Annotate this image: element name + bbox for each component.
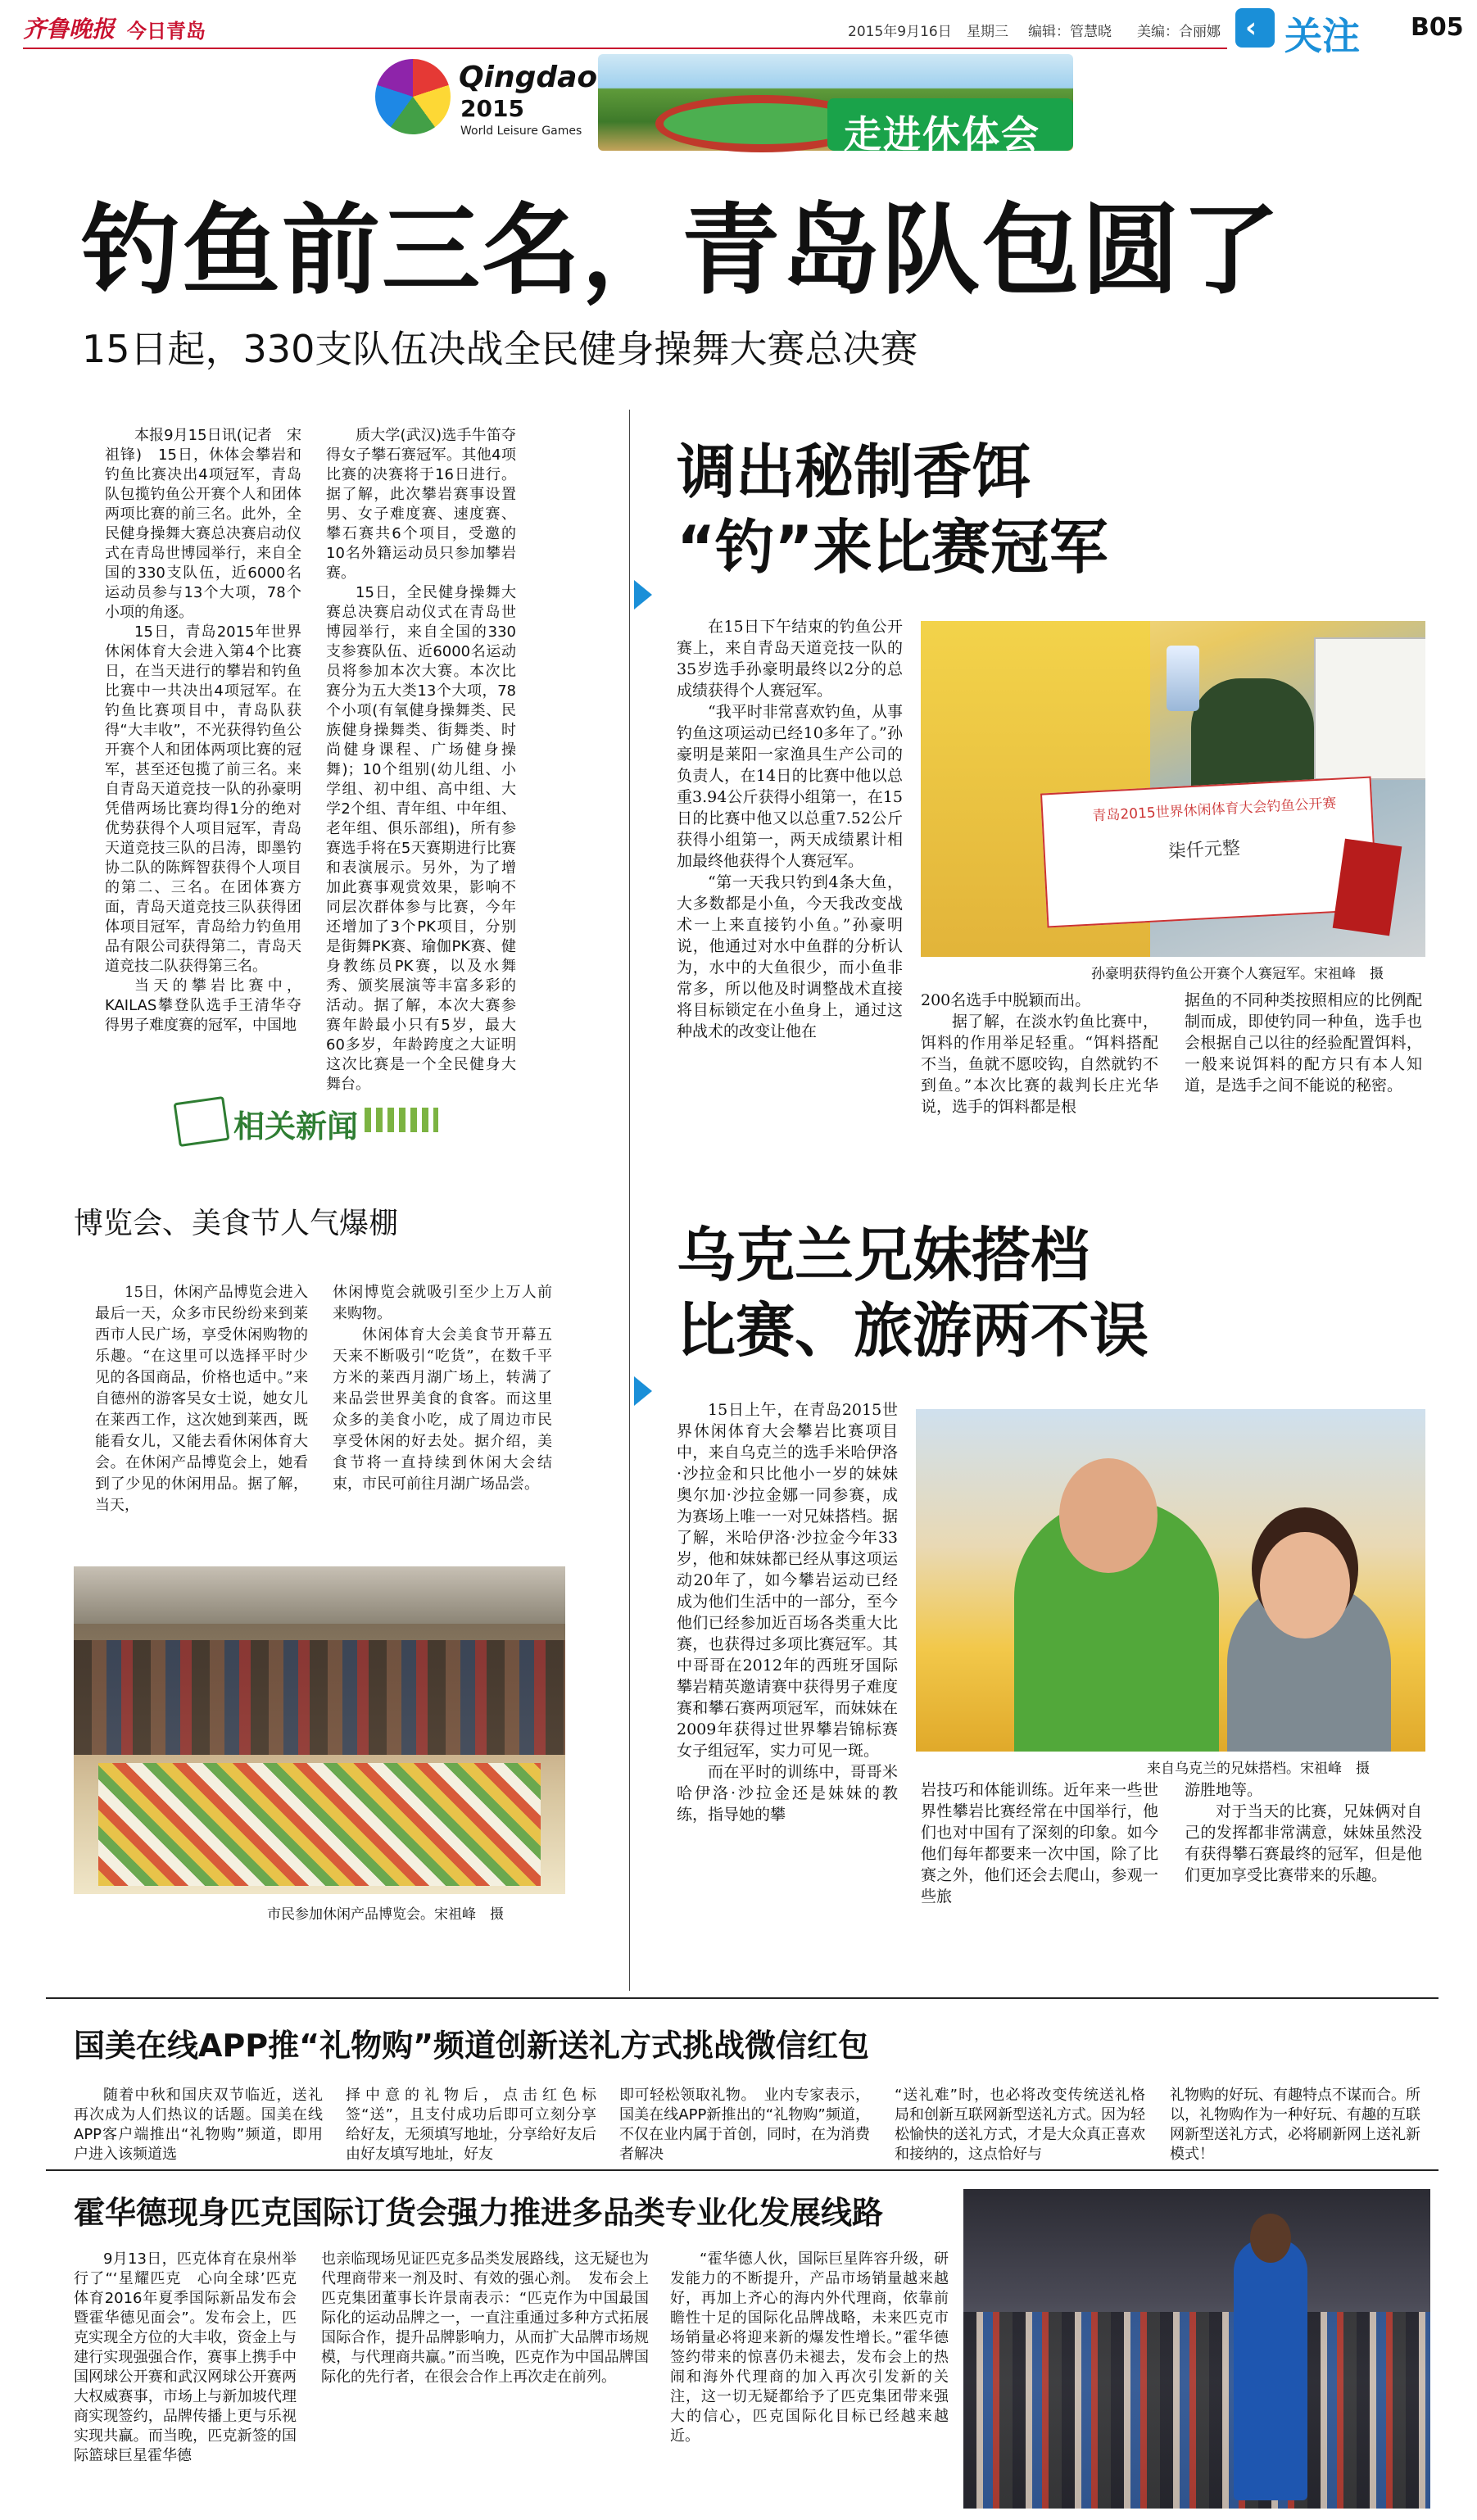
games-banner bbox=[369, 49, 1090, 156]
related-paragraph: 15日，休闲产品博览会进入最后一天，众多市民纷纷来到莱西市人民广场，享受休闲购物的乐趣。“在这里可以选择平时少见的各国商品，价格也适中。”来自德州的游客吴女士说，她女儿在莱西工作，这次她到莱西，既能看女儿，又能去看休闲体育大会。在休闲产品博览会上，她看到了少见的休闲用品。据了解，当天， bbox=[95, 1284, 308, 1514]
story2-col-right bbox=[1185, 990, 1422, 1096]
certificate bbox=[1333, 839, 1402, 936]
related-paragraph: 休闲博览会就吸引至少上万人前来购物。 bbox=[333, 1284, 552, 1322]
ad1-paragraph: 随着中秋和国庆双节临近，送礼再次成为人们热议的话题。国美在线APP客户端推出“礼物购”频道，即用户进入该频道选 bbox=[74, 2087, 323, 2163]
story3-paragraph: 对于当天的比赛，兄妹俩对自己的发挥都非常满意，妹妹虽然没有获得攀石赛最终的冠军，但是他们更加享受比赛带来的乐趣。 bbox=[1185, 1802, 1422, 1884]
angler-photo-caption: 孙豪明获得钓鱼公开赛个人赛冠军。宋祖峰 摄 bbox=[1091, 966, 1384, 982]
story2-paragraph: 200名选手中脱颖而出。 bbox=[921, 991, 1091, 1009]
notebook-icon bbox=[174, 1096, 230, 1147]
story3-paragraph: 游胜地等。 bbox=[1185, 1781, 1263, 1799]
arrow-marker-icon bbox=[634, 1376, 652, 1406]
ad1-col-3 bbox=[619, 2086, 870, 2164]
ad1-col-4 bbox=[895, 2086, 1145, 2164]
column-badge bbox=[1235, 8, 1275, 48]
arrow-marker-icon bbox=[634, 580, 652, 610]
story3-paragraph: 而在平时的训练中，哥哥米哈伊洛·沙拉金还是妹妹的教练，指导她的攀 bbox=[677, 1763, 898, 1824]
siblings-photo bbox=[916, 1409, 1425, 1752]
trophy-icon bbox=[1167, 646, 1199, 711]
event-photo bbox=[963, 2189, 1430, 2509]
issue-date: 2015年9月16日 bbox=[848, 24, 952, 40]
ad1-col-1 bbox=[74, 2086, 323, 2164]
lead-paragraph: 本报9月15日讯(记者 宋祖锋) 15日，休体会攀岩和钓鱼比赛决出4项冠军，青岛队包揽钓鱼公开赛个人和团体两项比赛的前三名。此外，全民健身操舞大赛总决赛启动仪式在青岛世博园举行，来自全国的330支队伍，近6000名运动员参与13个大项，78个小项的角逐。 bbox=[105, 427, 301, 621]
story2-headline-line1: 调出秘制香饵 bbox=[677, 437, 1031, 506]
ad1-col-2 bbox=[346, 2086, 596, 2164]
editor-credit: 编辑：管慧晓 bbox=[1028, 24, 1112, 40]
page-number: B05 bbox=[1411, 13, 1464, 42]
lead-col-1 bbox=[105, 426, 301, 1036]
expo-photo bbox=[74, 1566, 565, 1894]
story3-paragraph: 15日上午，在青岛2015世界休闲体育大会攀岩比赛项目中，来自乌克兰的选手米哈伊洛·沙拉金和只比他小一岁的妹妹奥尔加·沙拉金娜一同参赛，成为赛场上唯一一对兄妹搭档。据了解，米哈伊洛·沙拉金今年33岁，他和妹妹都已经从事这项运动20年了，如今攀岩运动已经成为他们生活中的一部分，至今他们已经参加近百场各类重大比赛，也获得过多项比赛冠军。其中哥哥在2012年的西班牙国际攀岩精英邀请赛中获得男子难度赛和攀石赛两项冠军，而妹妹在2009年获得过世界攀岩锦标赛女子组冠军，实力可见一斑。 bbox=[677, 1401, 898, 1760]
story2-col-mid bbox=[921, 990, 1158, 1117]
ad1-paragraph: 即可轻松领取礼物。 业内专家表示，国美在线APP新推出的“礼物购”频道，不仅在业内属于首创，同时，在为消费者解决 bbox=[619, 2087, 870, 2163]
ad2-col-3 bbox=[670, 2250, 949, 2446]
story2-headline-line2: “钓”来比赛冠军 bbox=[677, 513, 1108, 582]
expo-photo-caption: 市民参加休闲产品博览会。宋祖峰 摄 bbox=[267, 1906, 504, 1923]
prize-cheque bbox=[1040, 777, 1378, 928]
story2-paragraph: 据了解，在淡水钓鱼比赛中，饵料的作用举足轻重。“饵料搭配不当，鱼就不愿咬钩，自然就钓不到鱼。”本次比赛的裁判长庄光华说，选手的饵料都是根 bbox=[921, 1013, 1158, 1116]
star-player-face bbox=[1250, 2214, 1291, 2263]
games-logo-icon bbox=[375, 59, 451, 134]
cheque-title: 青岛2015世界休闲体育大会钓鱼公开赛 bbox=[1091, 795, 1337, 825]
angler-photo bbox=[921, 621, 1425, 957]
lead-paragraph: 15日，全民健身操舞大赛总决赛启动仪式在青岛世博园举行，来自全国的330支参赛队伍、近6000名运动员将参加本次大赛。本次比赛分为五大类13个大项，78个小项(有氧健身操舞类、民族健身操舞类、街舞类、时尚健身课程、广场健身操舞)；10个组别(幼儿组、小学组、初中组、高中组、大学2个组、青年组、中年组、老年组、俱乐部组)，所有参赛选手将在5天赛期进行比赛和表演展示。另外，为了增加此赛事观赏效果，影响不同层次群体参与比赛，今年还增加了3个PK项目，分别是街舞PK赛、瑜伽PK赛、健身教练员PK赛，以及水舞秀、颁奖展演等丰富多彩的活动。据了解，本次大赛参赛年龄最小只有5岁，最大60多岁，年龄跨度之大证明这次比赛是一个全民健身大舞台。 bbox=[326, 584, 516, 1093]
section-rule bbox=[46, 1997, 1438, 1999]
related-col-2 bbox=[333, 1282, 552, 1495]
story2-paragraph: 据鱼的不同种类按照相应的比例配制而成，即使钓同一种鱼，选手也会根据自己以往的经验配置饵料，一般来说饵料的配方只有本人知道，是选手之间不能说的秘密。 bbox=[1185, 991, 1422, 1095]
brother-face bbox=[1059, 1458, 1158, 1573]
issue-weekday: 星期三 bbox=[967, 24, 1008, 40]
story2-paragraph: “我平时非常喜欢钓鱼，从事钓鱼这项运动已经10多年了。”孙豪明是莱阳一家渔具生产公司的负责人，在14日的比赛中他以总重3.94公斤获得小组第一，在15日的比赛中他又以总重7.52公斤获得小组第一，两天成绩累计相加最终他获得个人赛冠军。 bbox=[677, 703, 903, 870]
related-paragraph: 休闲体育大会美食节开幕五天来不断吸引“吃货”，在数千平方米的莱西月湖广场上，转满了来品尝世界美食的食客。而这里众多的美食小吃，成了周边市民享受休闲的好去处。据介绍，美食节将一直持续到休闲大会结束，市民可前往月湖广场品尝。 bbox=[333, 1326, 552, 1493]
expo-crowd bbox=[74, 1640, 565, 1755]
section-name: 今日青岛 bbox=[127, 20, 206, 43]
lead-paragraph: 质大学(武汉)选手牛笛夺得女子攀石赛冠军。其他4项比赛的决赛将于16日进行。据了解，此次攀岩赛事设置男、女子难度赛、速度赛、攀石赛共6个项目，受邀的10名外籍运动员只参加攀岩赛。 bbox=[326, 427, 516, 582]
games-logo-sub: World Leisure Games bbox=[460, 125, 582, 138]
related-headline: 博览会、美食节人气爆棚 bbox=[74, 1207, 399, 1240]
vertical-divider bbox=[629, 410, 630, 1991]
related-news-label bbox=[176, 1096, 446, 1145]
games-logo-text-2: 2015 bbox=[460, 95, 524, 122]
ad1-col-5 bbox=[1170, 2086, 1420, 2164]
designer-credit: 美编：合丽娜 bbox=[1137, 24, 1221, 40]
paper-logo: 齐鲁晚报 bbox=[23, 16, 116, 43]
related-news-title: 相关新闻 bbox=[233, 1108, 359, 1144]
story2-paragraph: “第一天我只钓到4条大鱼，大多数都是小鱼，今天我改变战术一上来直接钓小鱼。”孙豪明说，他通过对水中鱼群的分析认为，水中的大鱼很少，而小鱼非常多，所以他及时调整战术直接将目标锁定在小鱼身上，通过这种战术的改变让他在 bbox=[677, 873, 903, 1040]
event-crowd bbox=[963, 2312, 1430, 2509]
siblings-photo-caption: 来自乌克兰的兄妹搭档。宋祖峰 摄 bbox=[1147, 1761, 1370, 1777]
story3-paragraph: 岩技巧和体能训练。近年来一些世界性攀岩比赛经常在中国举行，他们也对中国有了深刻的印象。如今他们每年都要来一次中国，除了比赛之外，他们还会去爬山，参观一些旅 bbox=[921, 1781, 1158, 1906]
story3-col-left bbox=[677, 1399, 898, 1825]
cheque-amount: 柒仟元整 bbox=[1167, 838, 1241, 863]
column-title: 关注 bbox=[1284, 14, 1360, 58]
star-player-figure bbox=[1234, 2238, 1307, 2500]
slogan-text: 走进休体会 bbox=[844, 112, 1040, 156]
expo-tent bbox=[74, 1566, 565, 1624]
ad1-paragraph: “送礼难”时，也必将改变传统送礼格局和创新互联网新型送礼方式。因为轻松愉快的送礼方式，才是大众真正喜欢和接纳的，这点恰好与 bbox=[895, 2087, 1145, 2163]
story2-paragraph: 在15日下午结束的钓鱼公开赛上，来自青岛天道竞技一队的35岁选手孙豪明最终以2分的总成绩获得个人赛冠军。 bbox=[677, 618, 903, 700]
ad1-headline: 国美在线APP推“礼物购”频道创新送礼方式挑战微信红包 bbox=[74, 2028, 870, 2064]
ad2-headline: 霍华德现身匹克国际订货会强力推进多品类专业化发展线路 bbox=[74, 2195, 884, 2231]
label-stripes bbox=[365, 1108, 438, 1132]
lead-headline: 钓鱼前三名，青岛队包圆了 bbox=[82, 194, 1281, 308]
section-rule bbox=[46, 2169, 1438, 2171]
ad2-paragraph: 也亲临现场见证匹克多品类发展路线，这无疑也为代理商带来一剂及时、有效的强心剂。 发布会上匹克集团董事长许景南表示：“匹克作为中国最国际化的运动品牌之一，一直注重通过多种方式拓展国际合作，提升品牌影响力，从而扩大品牌市场规模，与代理商共赢。”而当晚，匹克作为中国品牌国际化的先行者，在很会合作上再次走在前列。 bbox=[321, 2250, 649, 2386]
ad1-paragraph: 礼物购的好玩、有趣特点不谋而合。所以，礼物购作为一种好玩、有趣的互联网新型送礼方式，必将刷新网上送礼新模式！ bbox=[1170, 2087, 1420, 2163]
sister-face bbox=[1260, 1532, 1350, 1638]
ad2-paragraph: 9月13日，匹克体育在泉州举行了“‘星耀匹克 心向全球’匹克体育2016年夏季国际新品发布会暨霍华德见面会”。发布会上，匹克实现全方位的大丰收，资金上与建行实现强强合作，赛事上携手中国网球公开赛和武汉网球公开赛两大权威赛事，市场上与新加坡代理商实现签约，品牌传播上更与乐视实现共赢。而当晚，匹克新签的国际篮球巨星霍华德 bbox=[74, 2250, 297, 2464]
caravan bbox=[1314, 637, 1425, 780]
story2-col-left bbox=[677, 616, 903, 1042]
ad1-paragraph: 择中意的礼物后，点击红色标签“送”，且支付成功后即可立刻分享给好友，无须填写地址，分享给好友后由好友填写地址，好友 bbox=[346, 2087, 596, 2163]
ad2-col-2 bbox=[321, 2250, 649, 2387]
lead-paragraph: 当天的攀岩比赛中，KAILAS攀登队选手王清华夺得男子难度赛的冠军，中国地 bbox=[105, 977, 301, 1034]
lead-col-2 bbox=[326, 426, 516, 1095]
ad2-paragraph: “霍华德人伙，国际巨星阵容升级，研发能力的不断提升，产品市场销量越来越好，再加上齐心的海内外代理商，依靠前瞻性十足的国际化品牌战略，未来匹克市场销量必将迎来新的爆发性增长。”霍华德签约带来的惊喜仍未褪去，发布会上的热闹和海外代理商的加入再次引发新的关注，这一切无疑都给予了匹克集团带来强大的信心，匹克国际化目标已经越来越近。 bbox=[670, 2250, 949, 2445]
expo-counter bbox=[98, 1763, 541, 1886]
masthead bbox=[0, 0, 1477, 58]
lead-paragraph: 15日，青岛2015年世界休闲体育大会进入第4个比赛日，在当天进行的攀岩和钓鱼比赛中一共决出4项冠军。在钓鱼比赛项目中，青岛队获得“大丰收”，不光获得钓鱼公开赛个人和团体两项比赛的冠军，甚至还包揽了前三名。来自青岛天道竞技一队的孙豪明凭借两场比赛均得1分的绝对优势获得个人项目冠军，青岛天道竞技三队的吕涛，即墨钓协二队的陈辉智获得个人项目的第二、三名。在团体赛方面，青岛天道竞技三队获得团体项目冠军，青岛给力钓鱼用品有限公司获得第二，青岛天道竞技二队获得第三名。 bbox=[105, 623, 301, 975]
chevron-left-icon: ‹ bbox=[1245, 11, 1257, 44]
lead-subhead: 15日起，330支队伍决战全民健身操舞大赛总决赛 bbox=[82, 327, 918, 371]
story3-col-right bbox=[1185, 1779, 1422, 1886]
story3-col-mid bbox=[921, 1779, 1158, 1907]
ad2-col-1 bbox=[74, 2250, 297, 2466]
related-col-1 bbox=[95, 1282, 308, 1516]
games-logo-text-1: Qingdao bbox=[459, 61, 598, 94]
story3-headline-line1: 乌克兰兄妹搭档 bbox=[677, 1221, 1090, 1289]
story3-headline-line2: 比赛、旅游两不误 bbox=[677, 1296, 1149, 1365]
